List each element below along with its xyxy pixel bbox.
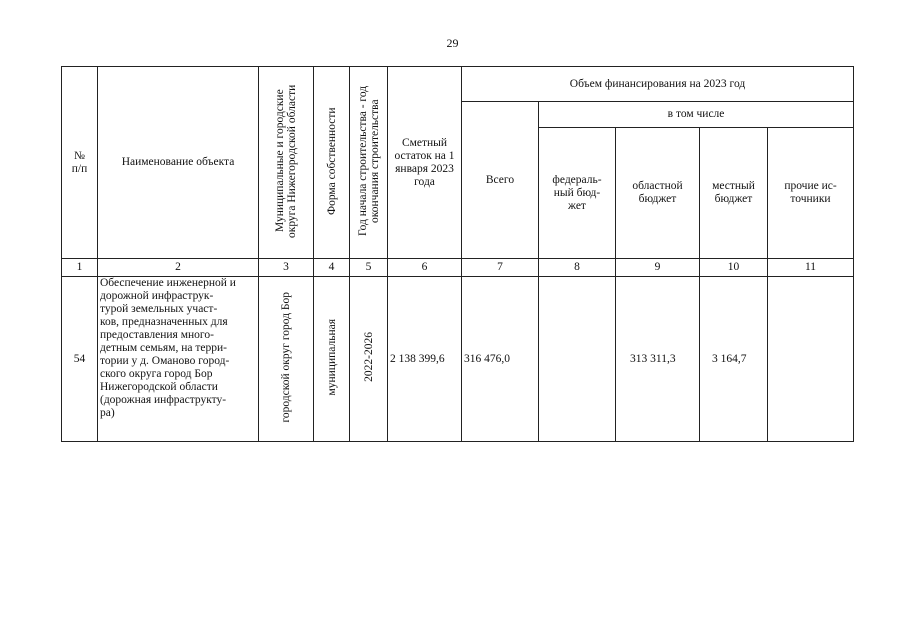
row-remainder: 2 138 399,6 (388, 277, 462, 442)
column-number: 4 (314, 259, 350, 277)
object-name: Обеспечение инженерной и дорожной инфраструк- турой земельных участ- ков, предназначенных для предоставления много- детным семьям, на терри- тории у д. Оманово город- ского округа город Бор Нижегородской области (дорожная инфраструкту- ра) (98, 277, 259, 442)
header-municipality-label: Муниципальные и городские округа Нижегородской области (274, 83, 298, 238)
header-municipality (259, 67, 314, 259)
column-number-row (62, 259, 854, 277)
financing-table (61, 66, 854, 442)
header-ownership-label: Форма собственности (325, 106, 338, 215)
column-number: 9 (616, 259, 700, 277)
column-number: 11 (768, 259, 854, 277)
header-years-label: Год начала строительства - год окончания строительства (356, 85, 381, 236)
header-num: № п/п (62, 67, 98, 259)
header-other: прочие ис- точники (768, 128, 854, 259)
column-number: 2 (98, 259, 259, 277)
row-regional: 313 311,3 (616, 277, 700, 442)
header-remainder: Сметный остаток на 1 января 2023 года (388, 67, 462, 259)
header-ownership (314, 67, 350, 259)
header-federal: федераль- ный бюд- жет (539, 128, 616, 259)
header-financing-group: Объем финансирования на 2023 год (462, 67, 854, 102)
column-number: 10 (700, 259, 768, 277)
header-name: Наименование объекта (98, 67, 259, 259)
column-number: 8 (539, 259, 616, 277)
column-number: 3 (259, 259, 314, 277)
row-municipality: городской округ город Бор (259, 277, 314, 442)
column-number: 6 (388, 259, 462, 277)
header-total: Всего (462, 102, 539, 259)
header-including: в том числе (539, 102, 854, 128)
header-local: местный бюджет (700, 128, 768, 259)
header-regional: областной бюджет (616, 128, 700, 259)
row-years: 2022-2026 (350, 277, 388, 442)
row-ownership: муниципальная (314, 277, 350, 442)
row-federal (539, 277, 616, 442)
column-number: 5 (350, 259, 388, 277)
header-years (350, 67, 388, 259)
page-number: 29 (446, 36, 459, 50)
row-total: 316 476,0 (462, 277, 539, 442)
table-row (62, 277, 854, 442)
row-other (768, 277, 854, 442)
row-local: 3 164,7 (700, 277, 768, 442)
column-number: 7 (462, 259, 539, 277)
column-number: 1 (62, 259, 98, 277)
row-num: 54 (62, 277, 98, 442)
